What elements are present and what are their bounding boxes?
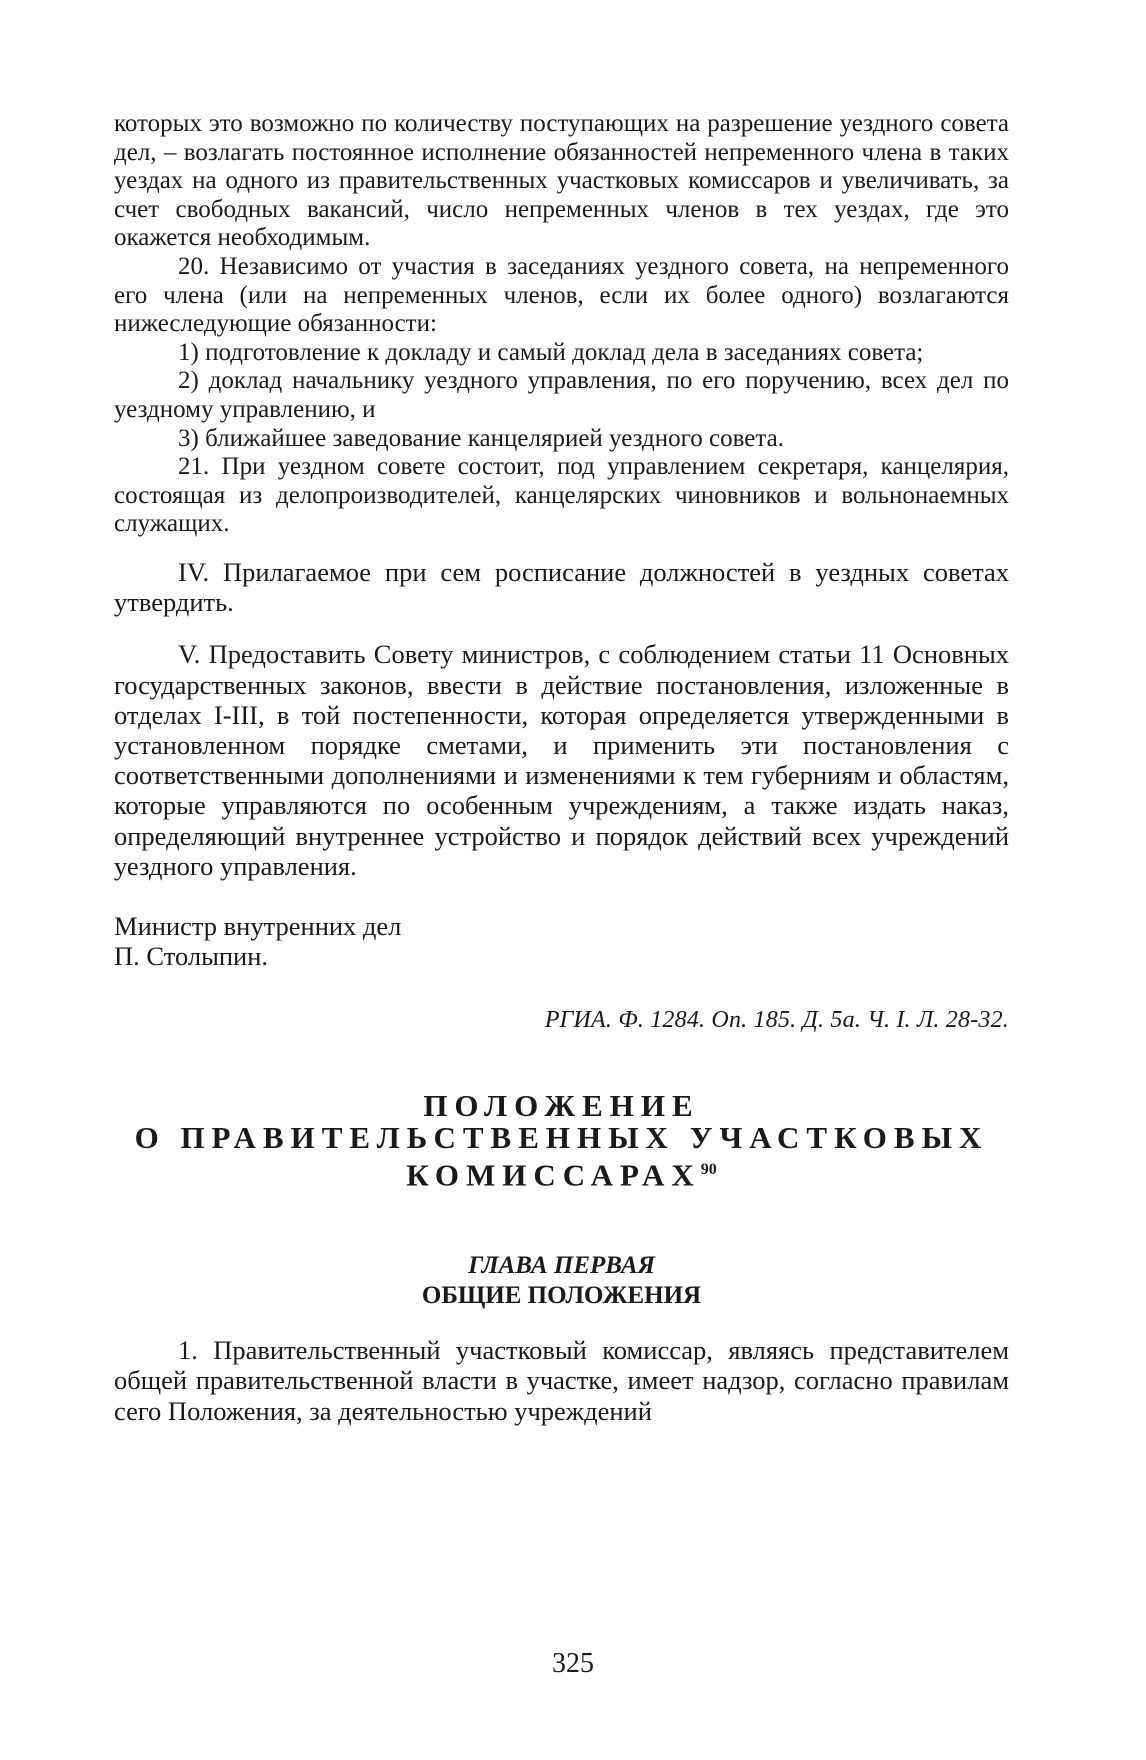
title-line-2: О ПРАВИТЕЛЬСТВЕННЫХ УЧАСТКОВЫХ xyxy=(134,1119,989,1155)
list-item-1: 1) подготовление к докладу и самый доклад дела в заседаниях совета; xyxy=(178,338,924,366)
paragraph-continuation: которых это возможно по количеству поступающих на разрешение уездного совета дел, – возлагать постоянное исполнение обязанностей непременного члена в таких уездах на одного из правительственных участковых комиссаров и увеличивать, за счет свободных вакансий, число непременных членов в тех уездах, где это окажется необходимым. xyxy=(114,110,1009,252)
chapter-number: ГЛАВА ПЕРВАЯ xyxy=(468,1252,655,1280)
title-line-1: ПОЛОЖЕНИЕ xyxy=(423,1087,700,1123)
signature-block xyxy=(114,911,1009,971)
page-body xyxy=(114,110,1009,1426)
signature-position: Министр внутренних дел xyxy=(114,910,402,941)
paragraph-21: 21. При уездном совете состоит, под управлением секретаря, канцелярия, состоящая из делопроизводителей, канцелярских чиновников и вольнонаемных служащих. xyxy=(114,453,1009,538)
section-v: V. Предоставить Совету министров, с соблюдением статьи 11 Основных государственных законов, ввести в действие постановления, изложенные в отделах I-III, в той постепенности, которая определяется утвержденными в установленном порядке сметами, и применить эти постановления с соответственными дополнениями и изменениями к тем губерниям и областям, которые управляются по особенным учреждениям, а также издать наказ, определяющий внутреннее устройство и порядок действий всех учреждений уездного управления. xyxy=(114,639,1009,881)
list-item-3: 3) ближайшее заведование канцелярией уездного совета. xyxy=(178,424,784,452)
chapter-name: ОБЩИЕ ПОЛОЖЕНИЯ xyxy=(421,1282,702,1310)
list-item-2: 2) доклад начальнику уездного управления, по его поручению, всех дел по уездному управлению, и xyxy=(114,367,1009,423)
chapter-heading xyxy=(114,1251,1009,1311)
archive-source-reference: РГИА. Ф. 1284. Оп. 185. Д. 5а. Ч. I. Л. 28-32. xyxy=(544,1006,1009,1033)
article-1: 1. Правительственный участковый комиссар, являясь представителем общей правительственной власти в участке, имеет надзор, согласно правилам сего Положения, за деятельностью учреждений xyxy=(114,1335,1009,1426)
section-iv: IV. Прилагаемое при сем росписание должностей в уездных советах утвердить. xyxy=(114,556,1009,618)
title-line-3: КОМИССАРАХ$^{90}$ xyxy=(406,1157,717,1193)
signature-name: П. Столыпин. xyxy=(114,940,269,971)
footnote-marker: 90 xyxy=(700,1160,717,1178)
page-number: 325 xyxy=(552,1648,594,1679)
document-title xyxy=(114,1087,1009,1193)
paragraph-20: 20. Независимо от участия в заседаниях уездного совета, на непременного его члена (или на непременных членов, если их более одного) возлагаются нижеследующие обязанности: xyxy=(114,252,1009,338)
